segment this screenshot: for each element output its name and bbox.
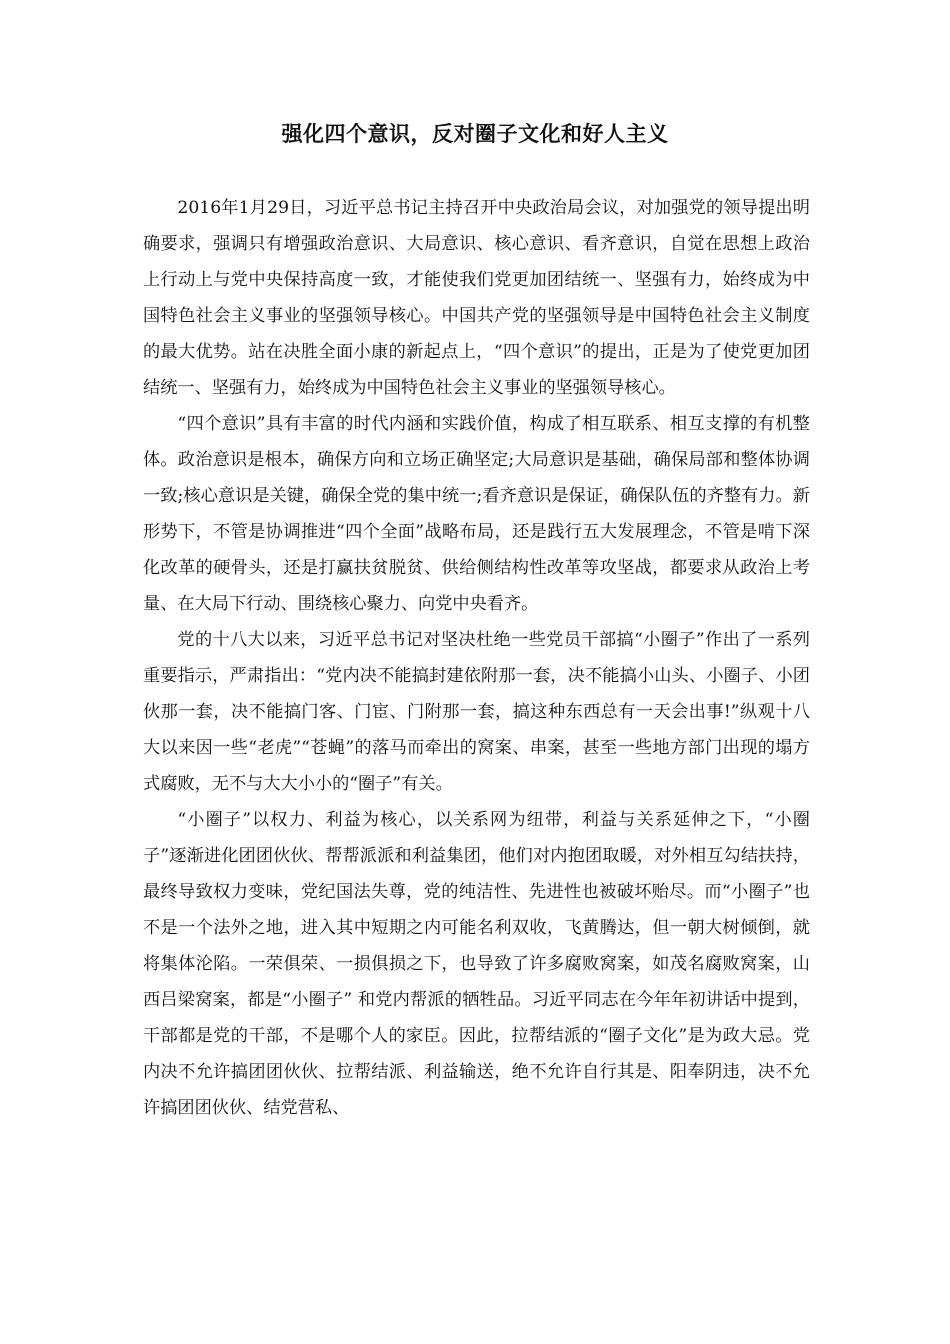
paragraph-2: “四个意识”具有丰富的时代内涵和实践价值，构成了相互联系、相互支撑的有机整体。政治意识是根本，确保方向和立场正确坚定;大局意识是基础，确保局部和整体协调一致;核心意识是关键，确保全党的集中统一;看齐意识是保证，确保队伍的齐整有力。新形势下，不管是协调推进“四个全面”战略布局，还是践行五大发展理念，不管是啃下深化改革的硬骨头，还是打赢扶贫脱贫、供给侧结构性改革等攻坚战，都要求从政治上考量、在大局下行动、围绕核心聚力、向党中央看齐。 bbox=[143, 414, 810, 614]
paragraph-4: “小圈子”以权力、利益为核心，以关系网为纽带，利益与关系延伸之下，“小圈子”逐渐进化团团伙伙、帮帮派派和利益集团，他们对内抱团取暖，对外相互勾结扶持，最终导致权力变味，党纪国法失尊，党的纯洁性、先进性也被破坏贻尽。而“小圈子”也不是一个法外之地，进入其中短期之内可能名利双收，飞黄腾达，但一朝大树倾倒，就将集体沦陷。一荣俱荣、一损俱损之下，也导致了许多腐败窝案，如茂名腐败窝案，山西吕梁窝案，都是“小圈子” 和党内帮派的牺牲品。习近平同志在今年年初讲话中提到，干部都是党的干部，不是哪个人的家臣。因此，拉帮结派的“圈子文化”是为政大忌。党内决不允许搞团团伙伙、拉帮结派、利益输送，绝不允许自行其是、阳奉阴违，决不允许搞团团伙伙、结党营私、 bbox=[143, 810, 810, 1118]
paragraph-1: 2016年1月29日，习近平总书记主持召开中央政治局会议，对加强党的领导提出明确要求，强调只有增强政治意识、大局意识、核心意识、看齐意识，自觉在思想上政治上行动上与党中央保持高度一致，才能使我们党更加团结统一、坚强有力，始终成为中国特色社会主义事业的坚强领导核心。中国共产党的坚强领导是中国特色社会主义制度的最大优势。站在决胜全面小康的新起点上，“四个意识”的提出，正是为了使党更加团结统一、坚强有力，始终成为中国特色社会主义事业的坚强领导核心。 bbox=[143, 198, 810, 398]
document-title: 强化四个意识，反对圈子文化和好人主义 bbox=[281, 121, 669, 146]
document-body bbox=[143, 190, 810, 1126]
paragraph-3: 党的十八大以来，习近平总书记对坚决杜绝一些党员干部搞“小圈子”作出了一系列重要指示，严肃指出：“党内决不能搞封建依附那一套，决不能搞小山头、小圈子、小团伙那一套，决不能搞门客、门宦、门附那一套，搞这种东西总有一天会出事!”纵观十八大以来因一些“老虎”“苍蝇”的落马而牵出的窝案、串案，甚至一些地方部门出现的塌方式腐败，无不与大大小小的“圈子”有关。 bbox=[143, 630, 810, 794]
